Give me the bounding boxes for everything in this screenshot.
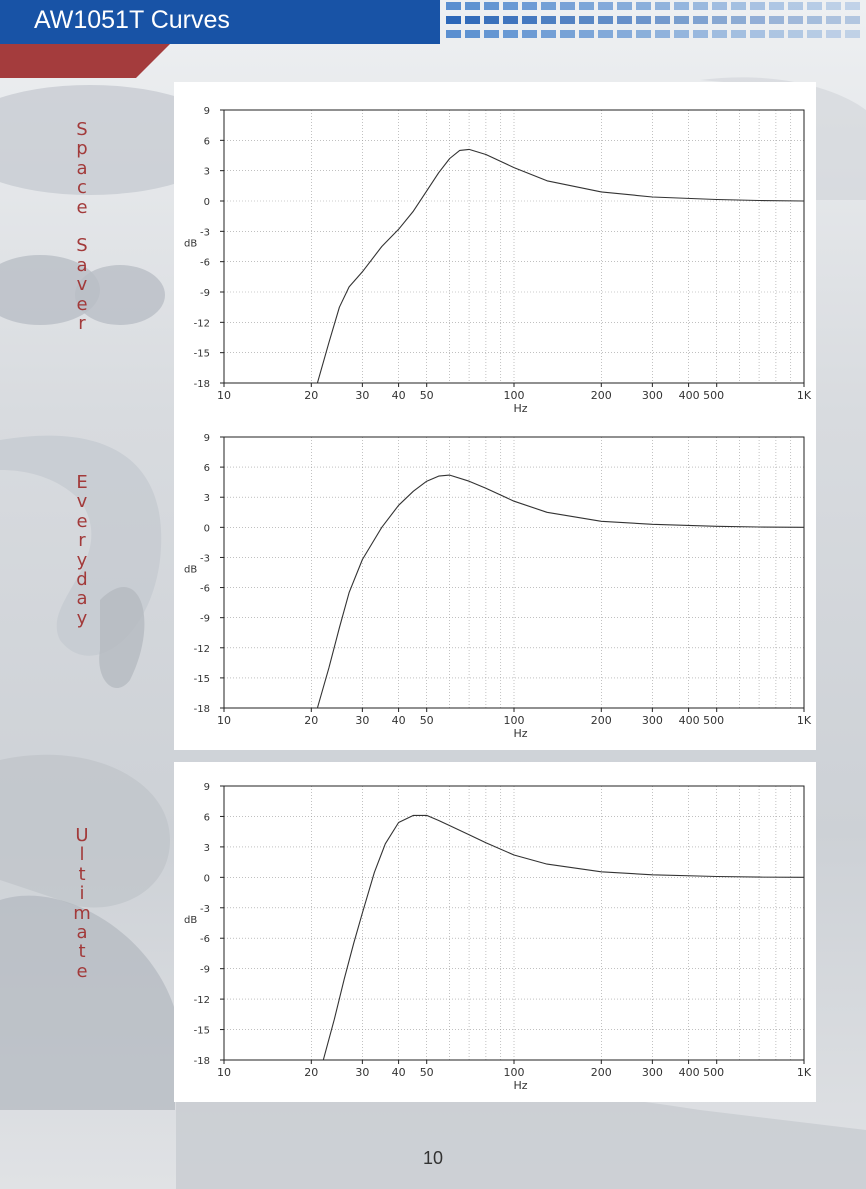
series-line — [317, 475, 804, 708]
header-grid-cell — [674, 30, 689, 38]
y-tick-label: -12 — [193, 643, 210, 655]
header-grid-cell — [845, 16, 860, 24]
header-grid-cell — [598, 30, 613, 38]
y-tick-label: 6 — [203, 812, 210, 824]
header-grid-cell — [617, 2, 632, 10]
x-tick-label: 10 — [217, 714, 231, 727]
header-grid-cell — [845, 2, 860, 10]
y-axis-label: dB — [184, 238, 198, 250]
x-tick-label: 200 — [590, 389, 612, 402]
y-tick-label: 6 — [203, 463, 210, 475]
header-grid-cell — [655, 2, 670, 10]
header-grid-cell — [674, 16, 689, 24]
header-grid-cell — [712, 16, 727, 24]
x-tick-label: 100 — [503, 389, 525, 402]
y-tick-label: -6 — [200, 257, 210, 269]
header-grid-cell — [636, 30, 651, 38]
x-axis-label: Hz — [513, 727, 528, 740]
x-tick-label: 1K — [796, 714, 812, 727]
header-grid-pattern — [444, 0, 866, 44]
header-grid-cell — [769, 30, 784, 38]
y-tick-label: 0 — [203, 197, 210, 208]
header-grid-cell — [503, 2, 518, 10]
x-tick-label: 10 — [217, 389, 231, 402]
header-grid-cell — [617, 30, 632, 38]
header-grid-cell — [788, 2, 803, 10]
y-tick-label: -6 — [200, 934, 210, 946]
y-tick-label: 3 — [203, 493, 210, 505]
series-line — [317, 149, 804, 383]
header-grid-cell — [731, 30, 746, 38]
x-tick-label: 200 — [590, 1066, 612, 1079]
y-tick-label: 0 — [203, 523, 210, 535]
header-grid-cell — [693, 16, 708, 24]
x-axis-label: Hz — [513, 402, 528, 415]
x-tick-label: 50 — [419, 714, 434, 727]
x-tick-label: 10 — [217, 1066, 231, 1079]
header-grid-cell — [826, 30, 841, 38]
header-grid-cell — [446, 2, 461, 10]
header-grid-cell — [598, 16, 613, 24]
header-grid-cell — [769, 16, 784, 24]
header-grid-cell — [731, 16, 746, 24]
header-grid-cell — [503, 16, 518, 24]
header-grid-cell — [617, 16, 632, 24]
x-tick-label: 200 — [590, 714, 612, 727]
y-tick-label: 9 — [203, 782, 210, 793]
y-tick-label: 3 — [203, 842, 210, 854]
header-grid-cell — [807, 2, 822, 10]
header-grid-cell — [446, 16, 461, 24]
x-tick-label: 400 500 — [678, 714, 725, 727]
x-tick-label: 50 — [419, 1066, 434, 1079]
y-tick-label: -18 — [193, 1056, 210, 1067]
header-grid-cell — [522, 16, 537, 24]
x-tick-label: 1K — [796, 1066, 812, 1079]
x-tick-label: 30 — [355, 1066, 370, 1079]
x-tick-label: 400 500 — [678, 389, 725, 402]
header-grid-cell — [522, 30, 537, 38]
x-tick-label: 30 — [355, 389, 370, 402]
y-tick-label: -15 — [193, 673, 210, 685]
header-grid-cell — [636, 16, 651, 24]
header-grid-cell — [446, 30, 461, 38]
header-grid-cell — [522, 2, 537, 10]
grid — [224, 110, 804, 383]
header-grid-cell — [712, 2, 727, 10]
header-grid-cell — [845, 30, 860, 38]
header-grid-cell — [807, 30, 822, 38]
chart-everyday-svg — [174, 426, 816, 750]
x-tick-label: 40 — [391, 1066, 406, 1079]
header-grid-cell — [655, 30, 670, 38]
y-tick-label: -9 — [200, 288, 210, 299]
x-tick-label: 20 — [304, 1066, 319, 1079]
chart-space-saver-svg — [174, 82, 816, 426]
y-tick-label: -12 — [193, 995, 210, 1007]
x-axis-label: Hz — [513, 1079, 528, 1092]
header-grid-cell — [750, 16, 765, 24]
header-grid-cell — [484, 16, 499, 24]
page-number: 10 — [422, 1148, 444, 1168]
header-grid-cell — [693, 2, 708, 10]
header-grid-cell — [750, 30, 765, 38]
y-tick-label: -3 — [200, 227, 210, 239]
header-grid-cell — [484, 30, 499, 38]
header-grid-cell — [807, 16, 822, 24]
chart-ultimate-svg — [174, 762, 816, 1102]
y-tick-label: -12 — [193, 318, 210, 330]
x-tick-label: 300 — [641, 714, 663, 727]
header-grid-cell — [826, 16, 841, 24]
y-tick-label: -3 — [200, 903, 210, 915]
x-tick-label: 50 — [419, 389, 434, 402]
y-tick-label: -9 — [200, 613, 210, 625]
side-label-space-saver: S p a c e S a v e r — [76, 119, 88, 335]
plot-frame — [224, 110, 804, 383]
y-tick-label: -18 — [193, 379, 210, 390]
x-tick-label: 1K — [796, 389, 812, 402]
x-tick-label: 40 — [391, 389, 406, 402]
header-grid-cell — [636, 2, 651, 10]
header-grid-cell — [560, 30, 575, 38]
chart-ultimate — [174, 762, 816, 1102]
y-tick-label: 3 — [203, 166, 210, 178]
x-tick-label: 20 — [304, 389, 319, 402]
x-tick-label: 100 — [503, 714, 525, 727]
grid — [224, 786, 804, 1060]
header-grid-cell — [693, 30, 708, 38]
x-tick-label: 300 — [641, 389, 663, 402]
y-tick-label: 0 — [203, 873, 210, 885]
y-tick-label: -6 — [200, 583, 210, 595]
x-tick-label: 30 — [355, 714, 370, 727]
side-label-everyday: E v e r y d a y — [76, 472, 88, 629]
header-grid-cell — [560, 16, 575, 24]
header-grid-cell — [503, 30, 518, 38]
header-grid-cell — [465, 16, 480, 24]
y-axis-label: dB — [184, 915, 198, 926]
header-grid-cell — [484, 2, 499, 10]
header-grid-cell — [465, 2, 480, 10]
grid — [224, 437, 804, 708]
series-line — [323, 815, 804, 1060]
header-grid-cell — [655, 16, 670, 24]
y-tick-label: -15 — [193, 1025, 210, 1037]
header-grid-cell — [731, 2, 746, 10]
x-tick-label: 300 — [641, 1066, 663, 1079]
y-tick-label: 6 — [203, 136, 210, 148]
y-tick-label: 9 — [203, 433, 210, 444]
header-grid-cell — [674, 2, 689, 10]
header-grid-cell — [560, 2, 575, 10]
x-tick-label: 20 — [304, 714, 319, 727]
header-grid-cell — [541, 16, 556, 24]
header-grid-cell — [541, 30, 556, 38]
y-tick-label: -3 — [200, 553, 210, 565]
y-axis-label: dB — [184, 564, 198, 576]
header-grid-cell — [579, 2, 594, 10]
x-tick-label: 100 — [503, 1066, 525, 1079]
header-grid-cell — [826, 2, 841, 10]
chart-everyday — [174, 426, 816, 750]
page-title: AW1051T Curves — [34, 6, 230, 34]
header-grid-cell — [579, 16, 594, 24]
y-tick-label: -9 — [200, 964, 210, 976]
header-grid-cell — [712, 30, 727, 38]
chart-space-saver — [174, 82, 816, 426]
y-tick-label: -18 — [193, 704, 210, 715]
header-grid-cell — [750, 2, 765, 10]
plot-frame — [224, 786, 804, 1060]
header-grid-cell — [465, 30, 480, 38]
side-label-ultimate: U l t i m a t e — [73, 825, 91, 982]
header-grid-cell — [541, 2, 556, 10]
header-grid-cell — [769, 2, 784, 10]
header-grid-cell — [598, 2, 613, 10]
y-tick-label: -15 — [193, 348, 210, 360]
header-grid-cell — [579, 30, 594, 38]
header-grid-cell — [788, 30, 803, 38]
header-grid-cell — [788, 16, 803, 24]
x-tick-label: 400 500 — [678, 1066, 725, 1079]
y-tick-label: 9 — [203, 106, 210, 117]
x-tick-label: 40 — [391, 714, 406, 727]
